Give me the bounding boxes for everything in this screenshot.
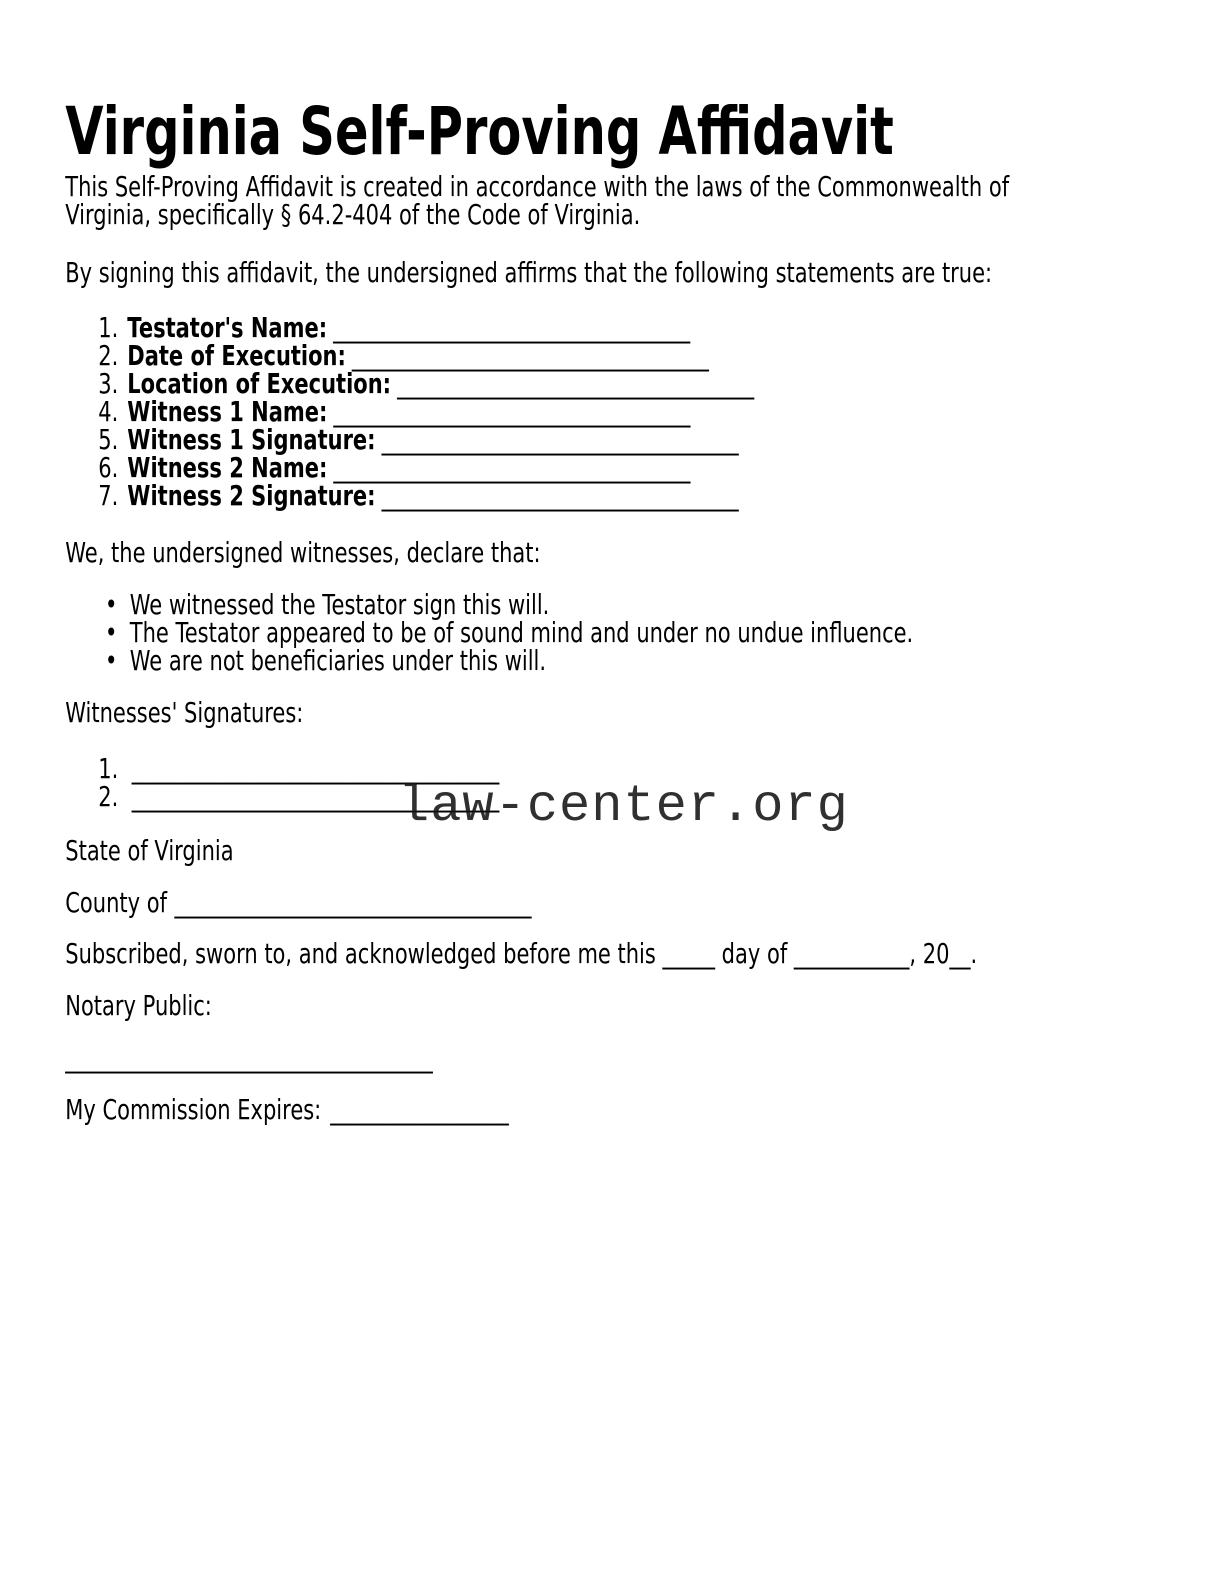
blank-line: __________________________________ xyxy=(351,339,709,372)
bullet-icon: • xyxy=(105,616,118,649)
item-label: Witness 2 Signature: xyxy=(127,479,376,512)
blank-line: __________________________________ xyxy=(397,367,755,400)
witness-declaration-list xyxy=(65,588,1201,677)
sworn-mid: day of xyxy=(721,937,788,970)
notary-blank-line: ___________________________________ xyxy=(65,1041,433,1074)
item-label: Testator's Name: xyxy=(127,311,328,344)
affirmation-item-testator-name xyxy=(98,311,1201,344)
witness-signature-line-1 xyxy=(98,752,1201,785)
sworn-statement xyxy=(65,937,1201,970)
item-label: Witness 1 Signature: xyxy=(127,423,376,456)
law-center-watermark: law-center.org xyxy=(398,777,849,836)
blank-line: __________________________________ xyxy=(333,395,691,428)
blank-line: __________________________________ xyxy=(381,423,739,456)
item-number: 2. xyxy=(98,780,119,813)
blank-line: __________________________________ xyxy=(333,451,691,484)
item-number: 2. xyxy=(98,339,119,372)
county-blank-line: __________________________________ xyxy=(174,886,532,919)
intro-line-2: Virginia, specifically § 64.2-404 of the Code of Virginia. xyxy=(65,198,641,231)
affirmation-item-date-of-execution xyxy=(98,339,1201,372)
bullet-icon: • xyxy=(105,588,118,621)
signature-blank-line: ___________________________________ xyxy=(131,780,500,813)
county-label: County of xyxy=(65,886,167,919)
item-label: Witness 1 Name: xyxy=(127,395,328,428)
notary-public-label: Notary Public: xyxy=(65,989,212,1022)
notary-signature-line xyxy=(65,1041,1201,1074)
affirmation-item-witness2-name xyxy=(98,451,1201,484)
page-title: Virginia Self-Proving Affidavit xyxy=(65,93,894,170)
item-number: 5. xyxy=(98,423,119,456)
sworn-post: , 20 xyxy=(909,937,950,970)
intro-line-1: This Self-Proving Affidavit is created in accordance with the laws of the Commonwealth of xyxy=(65,170,1010,203)
item-number: 4. xyxy=(98,395,119,428)
commission-label: My Commission Expires: xyxy=(65,1093,322,1126)
bullet-text: We witnessed the Testator sign this will. xyxy=(129,588,550,621)
item-number: 7. xyxy=(98,479,119,512)
declaration-bullet-not-beneficiaries xyxy=(65,644,1201,677)
item-label: Location of Execution: xyxy=(127,367,392,400)
witness-declaration-lead: We, the undersigned witnesses, declare that: xyxy=(65,536,541,569)
item-number: 6. xyxy=(98,451,119,484)
sworn-pre: Subscribed, sworn to, and acknowledged before me this xyxy=(65,937,656,970)
blank-line: __________________________________ xyxy=(381,479,739,512)
bullet-icon: • xyxy=(105,644,118,677)
intro-paragraph xyxy=(65,170,1201,231)
item-label: Witness 2 Name: xyxy=(127,451,328,484)
state-line: State of Virginia xyxy=(65,834,234,867)
commission-line xyxy=(65,1093,1201,1126)
sworn-end: . xyxy=(970,937,978,970)
affirmation-item-witness2-signature xyxy=(98,479,1201,512)
affirmation-item-witness1-name xyxy=(98,395,1201,428)
affirmation-item-location-of-execution xyxy=(98,367,1201,400)
blank-line: __________________________________ xyxy=(333,311,691,344)
affirmation-lead: By signing this affidavit, the undersigned affirms that the following statements are true: xyxy=(65,256,993,289)
year-blank: __ xyxy=(949,937,971,970)
affirmation-item-witness1-signature xyxy=(98,423,1201,456)
item-number: 1. xyxy=(98,752,119,785)
day-blank: _____ xyxy=(662,937,715,970)
signature-blank-line: ___________________________________ xyxy=(131,752,500,785)
county-line xyxy=(65,886,1201,919)
witness-signature-list xyxy=(65,752,1201,813)
declaration-bullet-sound-mind xyxy=(65,616,1201,649)
item-label: Date of Execution: xyxy=(127,339,346,372)
declaration-bullet-witnessed xyxy=(65,588,1201,621)
commission-blank-line: _________________ xyxy=(330,1093,509,1126)
bullet-text: The Testator appeared to be of sound mind and under no undue influence. xyxy=(129,616,914,649)
item-number: 3. xyxy=(98,367,119,400)
month-blank: ___________ xyxy=(793,937,910,970)
affirmation-list xyxy=(65,311,1201,512)
item-number: 1. xyxy=(98,311,119,344)
bullet-text: We are not beneficiaries under this will. xyxy=(129,644,547,677)
signatures-heading: Witnesses' Signatures: xyxy=(65,696,304,729)
